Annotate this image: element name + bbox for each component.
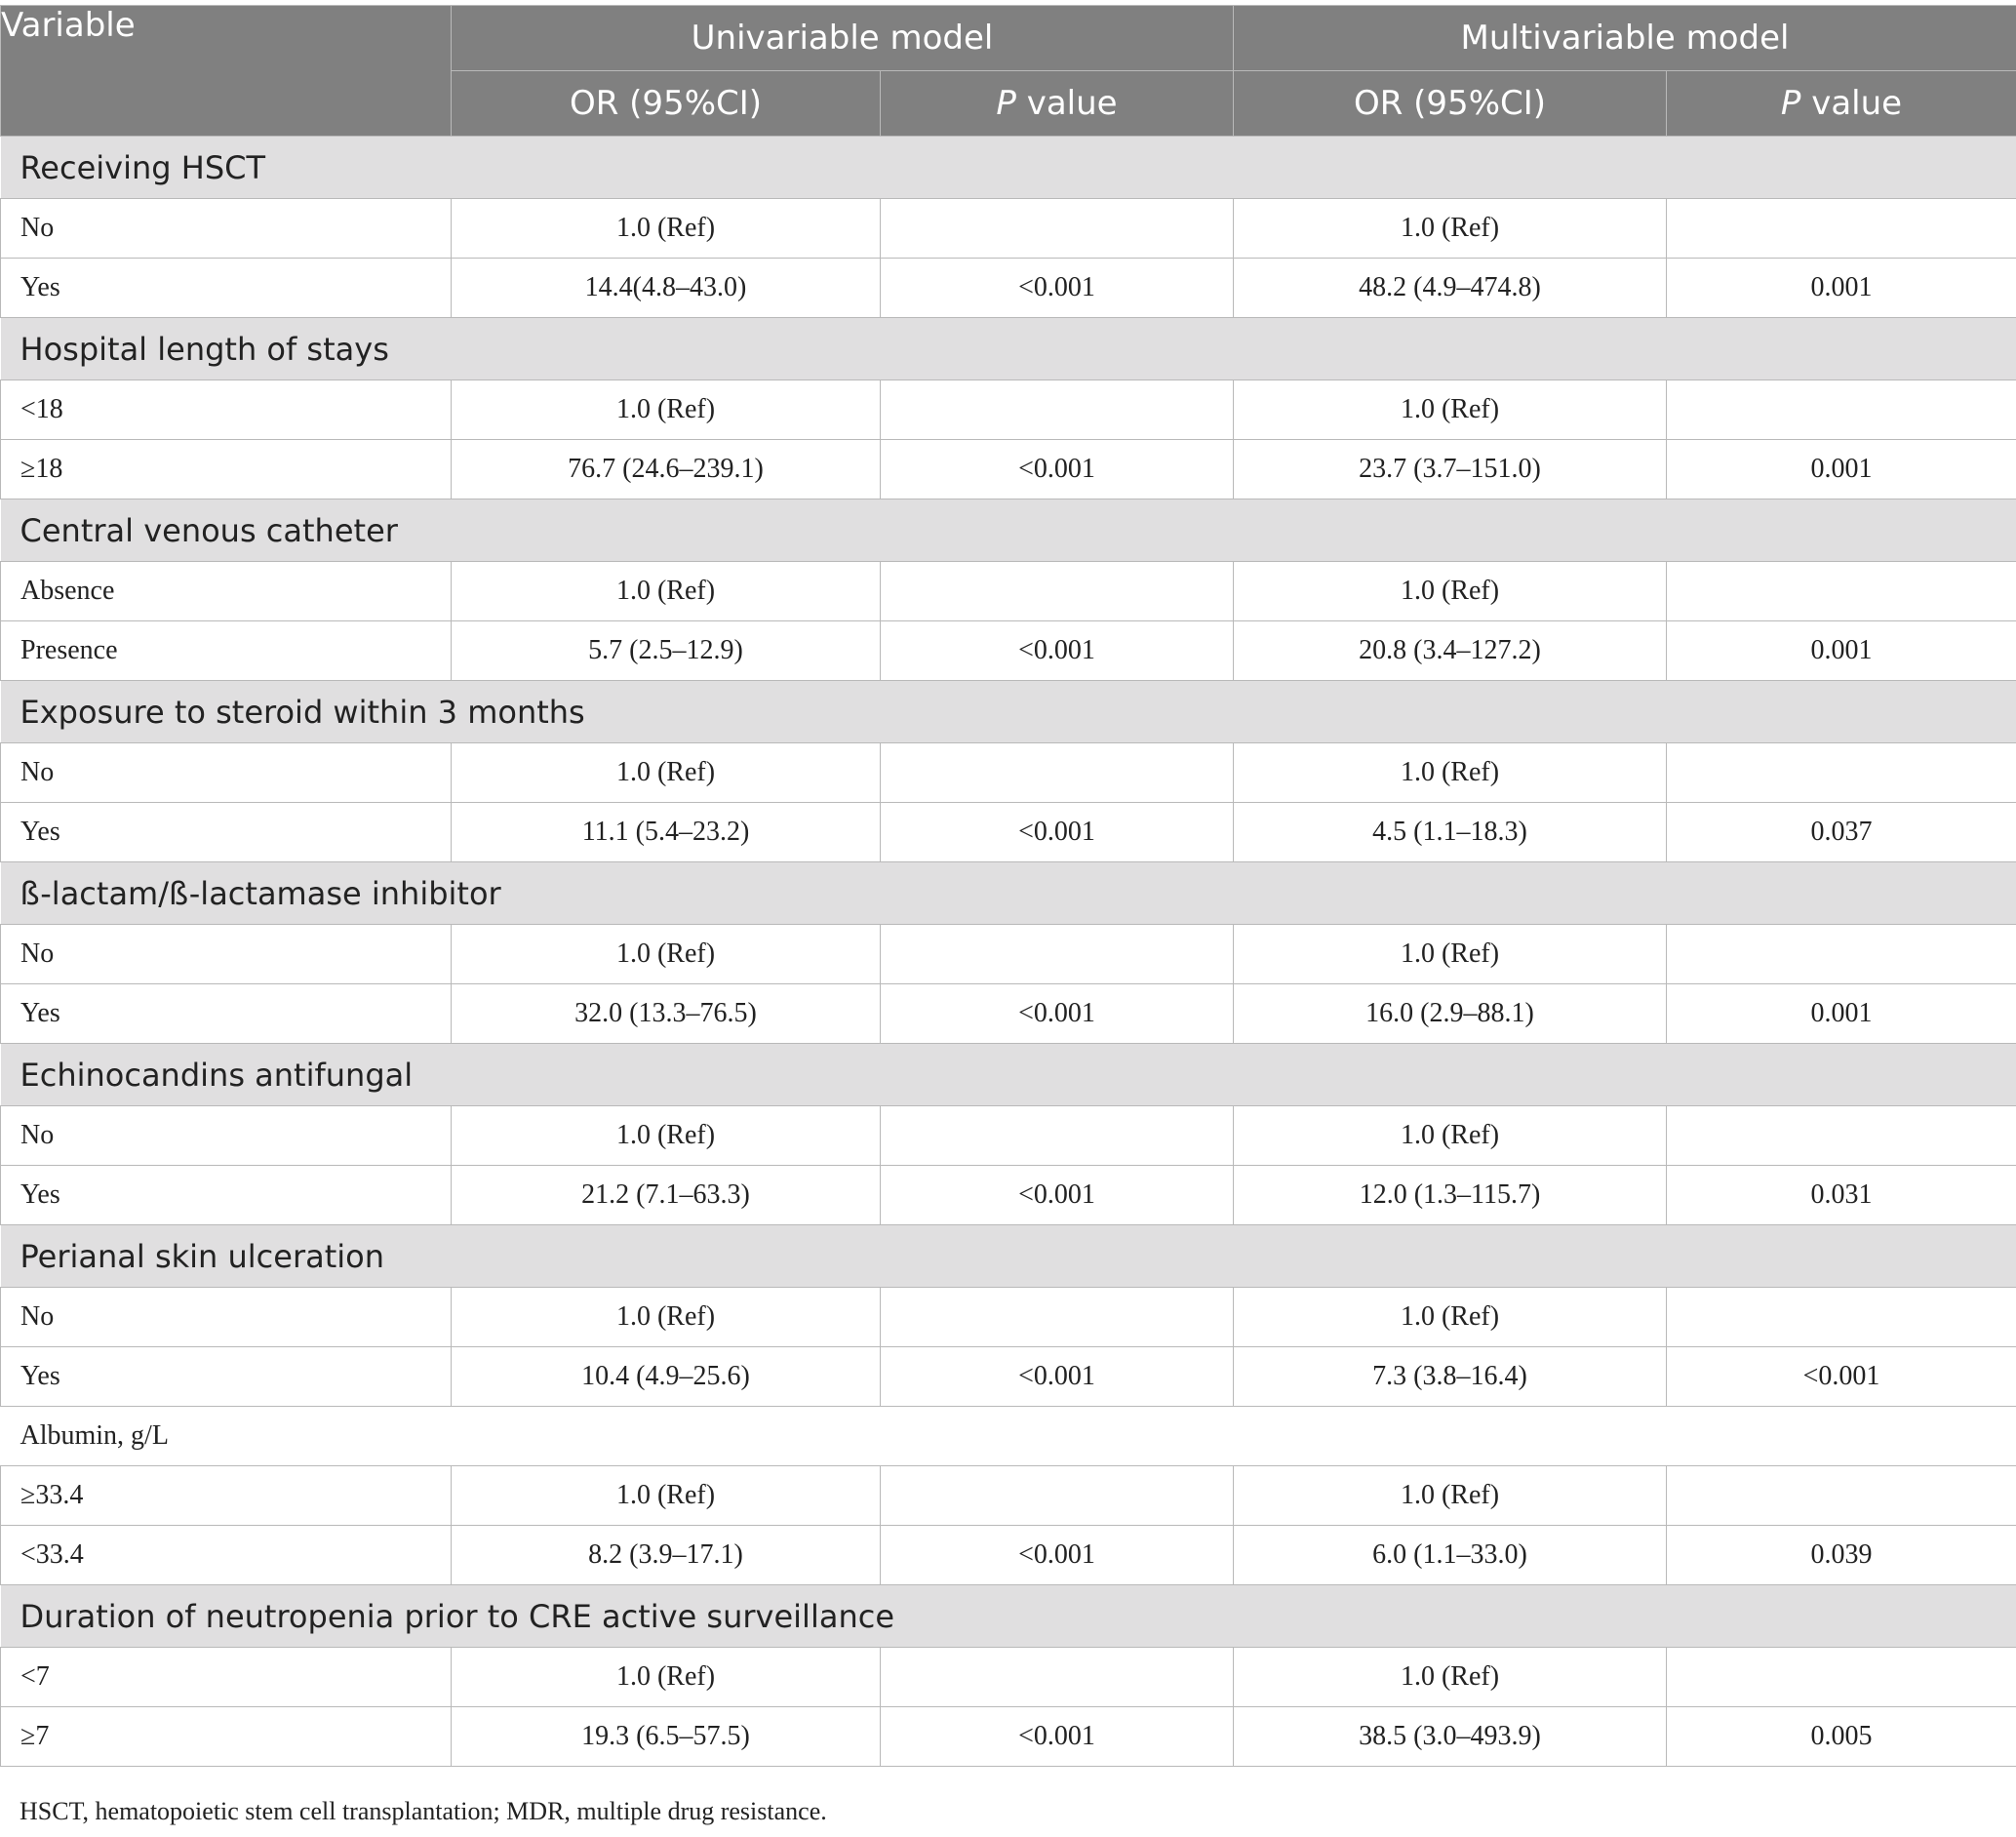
row-label: ≥7 [1, 1707, 452, 1767]
table-row [1, 1466, 2016, 1526]
multivariable-p-cell [1667, 1106, 2016, 1166]
row-label: No [1, 1288, 452, 1347]
multivariable-p-cell: 0.005 [1667, 1707, 2016, 1767]
table-row [1, 1288, 2016, 1347]
multivariable-p-cell: 0.001 [1667, 621, 2016, 681]
table-row [1, 199, 2016, 259]
header-uni-p [881, 71, 1234, 137]
section-row [1, 137, 2016, 199]
row-label: No [1, 1106, 452, 1166]
row-label: Absence [1, 562, 452, 621]
table-row [1, 925, 2016, 984]
multivariable-p-cell: 0.001 [1667, 984, 2016, 1044]
table-row [1, 1526, 2016, 1585]
univariable-p-cell [881, 925, 1234, 984]
table-row [1, 440, 2016, 499]
multivariable-or-cell: 4.5 (1.1–18.3) [1234, 803, 1667, 862]
multivariable-p-cell: <0.001 [1667, 1347, 2016, 1407]
univariable-or-cell: 11.1 (5.4–23.2) [452, 803, 881, 862]
univariable-p-cell: <0.001 [881, 1526, 1234, 1585]
multivariable-or-cell: 1.0 (Ref) [1234, 562, 1667, 621]
multivariable-or-cell: 1.0 (Ref) [1234, 1466, 1667, 1526]
section-title: Exposure to steroid within 3 months [1, 681, 2016, 743]
multivariable-p-cell [1667, 1288, 2016, 1347]
row-label: <7 [1, 1648, 452, 1707]
univariable-or-cell: 1.0 (Ref) [452, 1288, 881, 1347]
row-label: No [1, 743, 452, 803]
multivariable-or-cell: 20.8 (3.4–127.2) [1234, 621, 1667, 681]
multivariable-p-cell: 0.001 [1667, 440, 2016, 499]
section-title: Central venous catheter [1, 499, 2016, 562]
header-multivariable: Multivariable model [1234, 6, 2016, 71]
multivariable-p-cell [1667, 1466, 2016, 1526]
table-row [1, 1106, 2016, 1166]
table-row [1, 803, 2016, 862]
multivariable-p-cell [1667, 925, 2016, 984]
table-row [1, 1648, 2016, 1707]
univariable-or-cell: 14.4(4.8–43.0) [452, 259, 881, 318]
table-row [1, 562, 2016, 621]
p-rest: value [1800, 84, 1903, 123]
section-title: Receiving HSCT [1, 137, 2016, 199]
univariable-or-cell: 5.7 (2.5–12.9) [452, 621, 881, 681]
univariable-p-cell: <0.001 [881, 1166, 1234, 1225]
multivariable-or-cell: 1.0 (Ref) [1234, 925, 1667, 984]
regression-table [0, 5, 2016, 1767]
section-row [1, 1407, 2016, 1466]
header-univariable: Univariable model [452, 6, 1234, 71]
p-italic: P [1780, 84, 1801, 123]
row-label: Yes [1, 1166, 452, 1225]
section-row [1, 681, 2016, 743]
univariable-or-cell: 32.0 (13.3–76.5) [452, 984, 881, 1044]
section-title: Perianal skin ulceration [1, 1225, 2016, 1288]
row-label: ≥18 [1, 440, 452, 499]
section-row [1, 1585, 2016, 1648]
univariable-p-cell [881, 1648, 1234, 1707]
section-title: Echinocandins antifungal [1, 1044, 2016, 1106]
multivariable-p-cell [1667, 380, 2016, 440]
univariable-or-cell: 1.0 (Ref) [452, 199, 881, 259]
section-row [1, 1225, 2016, 1288]
p-italic: P [996, 84, 1016, 123]
univariable-p-cell: <0.001 [881, 440, 1234, 499]
univariable-or-cell: 1.0 (Ref) [452, 562, 881, 621]
table-body [1, 137, 2016, 1767]
header-multi-or: OR (95%CI) [1234, 71, 1667, 137]
multivariable-p-cell [1667, 1648, 2016, 1707]
univariable-p-cell [881, 199, 1234, 259]
table-row [1, 1347, 2016, 1407]
univariable-p-cell: <0.001 [881, 259, 1234, 318]
univariable-p-cell [881, 743, 1234, 803]
table-row [1, 743, 2016, 803]
univariable-p-cell [881, 1288, 1234, 1347]
row-label: <18 [1, 380, 452, 440]
univariable-p-cell: <0.001 [881, 1707, 1234, 1767]
multivariable-or-cell: 6.0 (1.1–33.0) [1234, 1526, 1667, 1585]
row-label: Yes [1, 259, 452, 318]
row-label: ≥33.4 [1, 1466, 452, 1526]
table-row [1, 1166, 2016, 1225]
section-row [1, 499, 2016, 562]
univariable-or-cell: 10.4 (4.9–25.6) [452, 1347, 881, 1407]
multivariable-p-cell: 0.001 [1667, 259, 2016, 318]
multivariable-or-cell: 48.2 (4.9–474.8) [1234, 259, 1667, 318]
univariable-or-cell: 1.0 (Ref) [452, 925, 881, 984]
section-title: ß-lactam/ß-lactamase inhibitor [1, 862, 2016, 925]
section-row [1, 862, 2016, 925]
table-footnote: HSCT, hematopoietic stem cell transplantation; MDR, multiple drug resistance. [20, 1797, 827, 1825]
univariable-p-cell: <0.001 [881, 803, 1234, 862]
univariable-or-cell: 8.2 (3.9–17.1) [452, 1526, 881, 1585]
table-row [1, 259, 2016, 318]
multivariable-or-cell: 23.7 (3.7–151.0) [1234, 440, 1667, 499]
row-label: Yes [1, 984, 452, 1044]
univariable-or-cell: 1.0 (Ref) [452, 380, 881, 440]
multivariable-or-cell: 1.0 (Ref) [1234, 743, 1667, 803]
univariable-or-cell: 1.0 (Ref) [452, 1648, 881, 1707]
multivariable-or-cell: 16.0 (2.9–88.1) [1234, 984, 1667, 1044]
table-row [1, 380, 2016, 440]
univariable-or-cell: 21.2 (7.1–63.3) [452, 1166, 881, 1225]
section-row [1, 1044, 2016, 1106]
row-label: Yes [1, 1347, 452, 1407]
section-title: Hospital length of stays [1, 318, 2016, 380]
univariable-or-cell: 1.0 (Ref) [452, 1466, 881, 1526]
table-row [1, 984, 2016, 1044]
multivariable-p-cell: 0.031 [1667, 1166, 2016, 1225]
univariable-p-cell [881, 1106, 1234, 1166]
univariable-p-cell [881, 1466, 1234, 1526]
univariable-p-cell [881, 380, 1234, 440]
univariable-p-cell: <0.001 [881, 984, 1234, 1044]
multivariable-or-cell: 1.0 (Ref) [1234, 1648, 1667, 1707]
multivariable-or-cell: 7.3 (3.8–16.4) [1234, 1347, 1667, 1407]
multivariable-or-cell: 1.0 (Ref) [1234, 1288, 1667, 1347]
table-row [1, 1707, 2016, 1767]
multivariable-or-cell: 38.5 (3.0–493.9) [1234, 1707, 1667, 1767]
row-label: <33.4 [1, 1526, 452, 1585]
univariable-or-cell: 1.0 (Ref) [452, 1106, 881, 1166]
header-variable: Variable [1, 6, 452, 137]
header-multi-p [1667, 71, 2016, 137]
section-row [1, 318, 2016, 380]
table-header [1, 6, 2016, 137]
univariable-p-cell: <0.001 [881, 1347, 1234, 1407]
multivariable-p-cell [1667, 743, 2016, 803]
multivariable-or-cell: 1.0 (Ref) [1234, 199, 1667, 259]
univariable-or-cell: 19.3 (6.5–57.5) [452, 1707, 881, 1767]
univariable-p-cell: <0.001 [881, 621, 1234, 681]
header-uni-or: OR (95%CI) [452, 71, 881, 137]
univariable-or-cell: 76.7 (24.6–239.1) [452, 440, 881, 499]
section-title: Albumin, g/L [1, 1407, 2016, 1466]
multivariable-or-cell: 1.0 (Ref) [1234, 380, 1667, 440]
row-label: No [1, 199, 452, 259]
p-rest: value [1015, 84, 1118, 123]
multivariable-or-cell: 1.0 (Ref) [1234, 1106, 1667, 1166]
multivariable-p-cell [1667, 562, 2016, 621]
univariable-p-cell [881, 562, 1234, 621]
table-row [1, 621, 2016, 681]
multivariable-p-cell: 0.039 [1667, 1526, 2016, 1585]
univariable-or-cell: 1.0 (Ref) [452, 743, 881, 803]
row-label: Yes [1, 803, 452, 862]
multivariable-p-cell: 0.037 [1667, 803, 2016, 862]
multivariable-p-cell [1667, 199, 2016, 259]
multivariable-or-cell: 12.0 (1.3–115.7) [1234, 1166, 1667, 1225]
section-title: Duration of neutropenia prior to CRE active surveillance [1, 1585, 2016, 1648]
row-label: No [1, 925, 452, 984]
row-label: Presence [1, 621, 452, 681]
